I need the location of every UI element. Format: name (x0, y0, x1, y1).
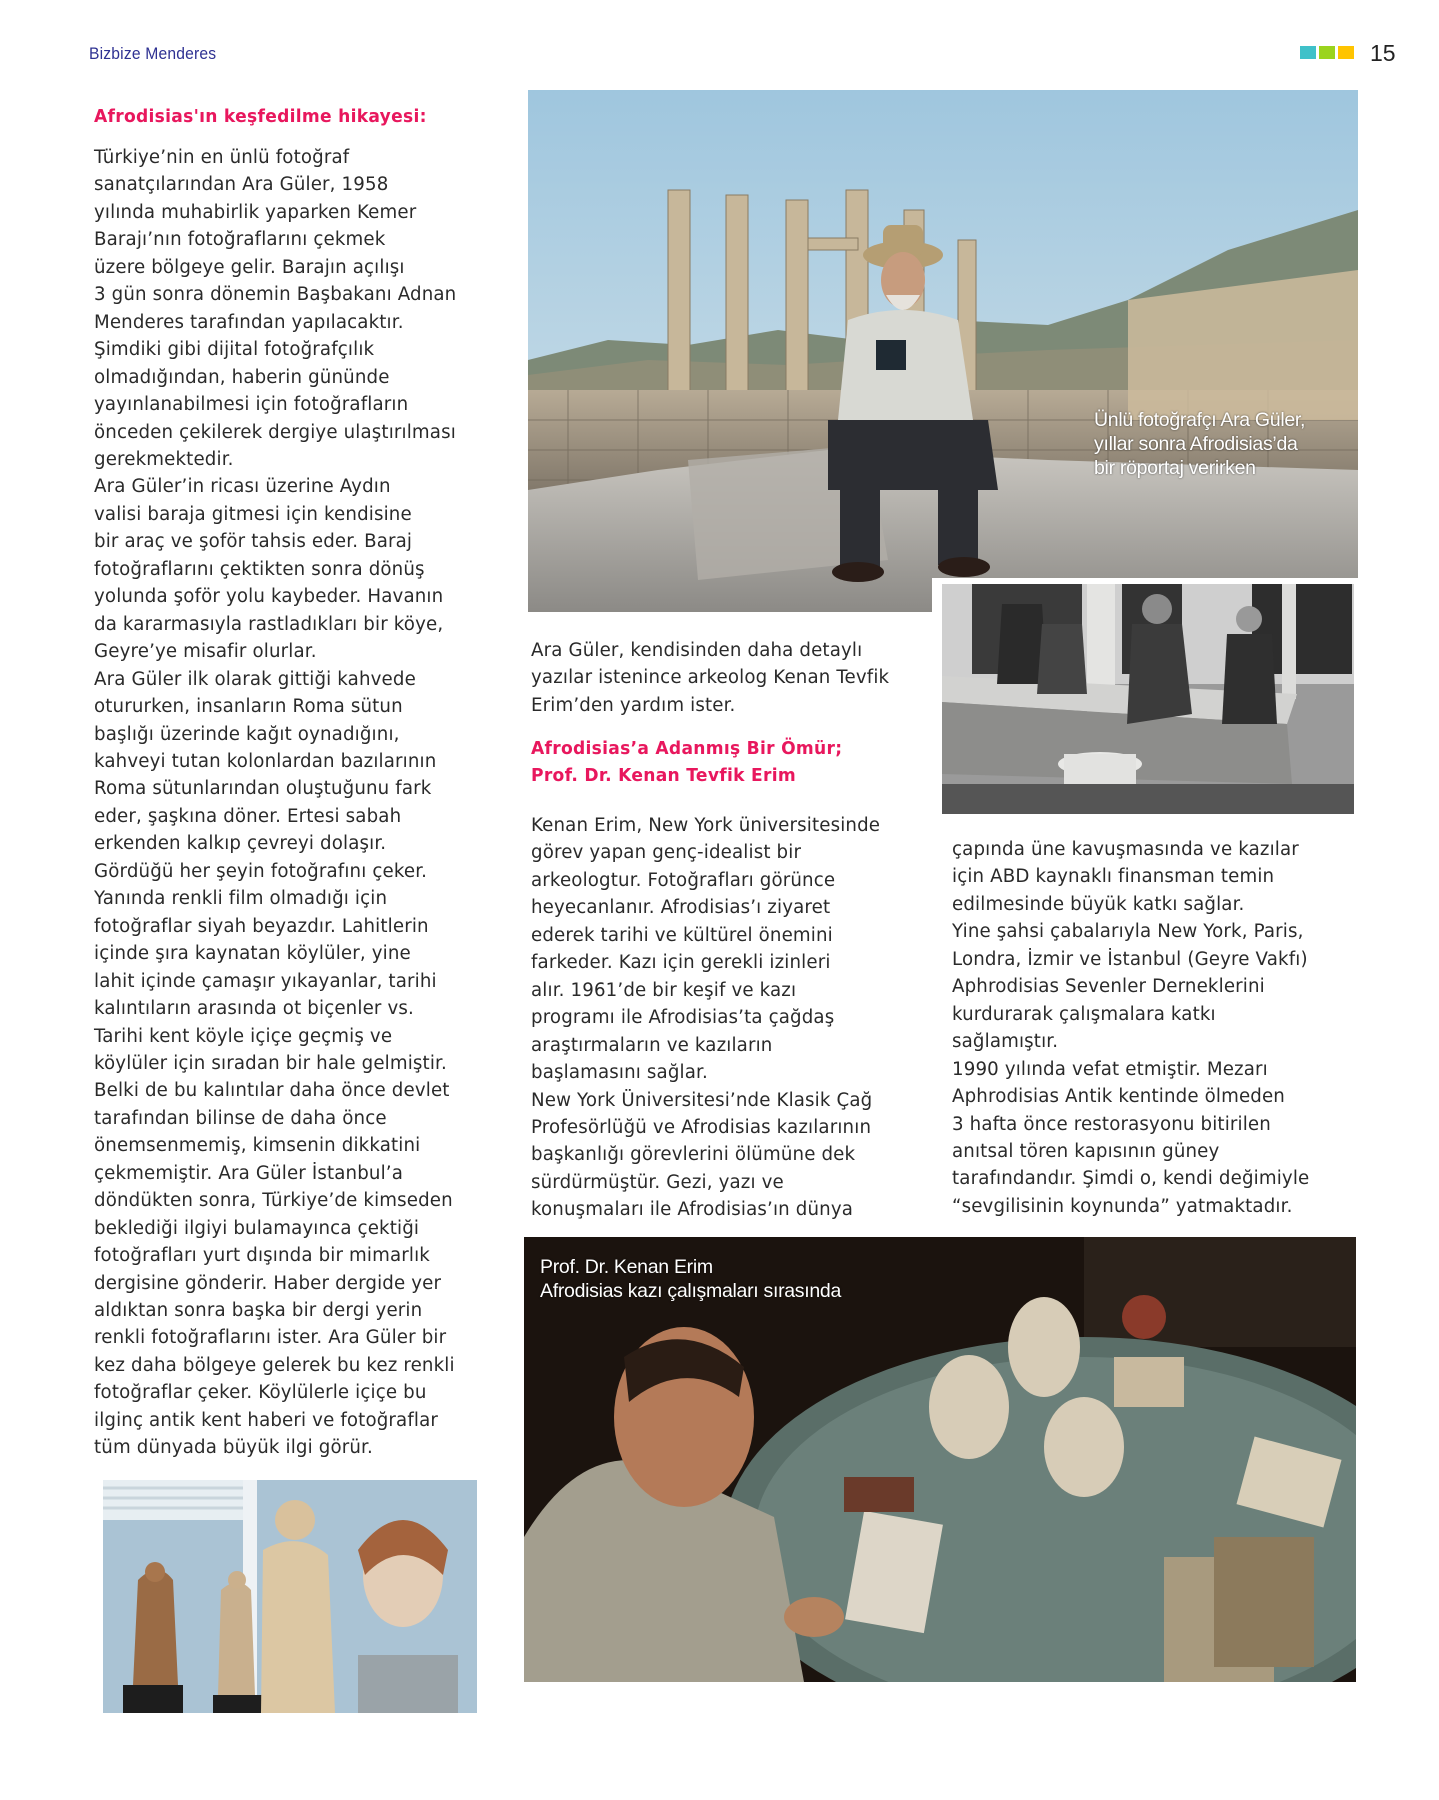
running-title: Bizbize Menderes (89, 44, 217, 63)
caption-line: Ünlü fotoğrafçı Ara Güler, (1094, 409, 1306, 431)
text-line: yayınlanabilmesi için fotoğrafların (94, 394, 409, 416)
middle-article-text (531, 812, 931, 1224)
text-line: “sevgilisinin koynunda” yatmaktadır. (952, 1195, 1293, 1217)
ruins-photo-illustration (528, 90, 1358, 612)
text-line: tüm dünyada büyük ilgi görür. (94, 1437, 373, 1459)
text-line: çapında üne kavuşmasında ve kazılar (952, 839, 1299, 860)
text-line: Kenan Erim, New York üniversitesinde (531, 815, 881, 836)
text-line: arkeologtur. Fotoğrafları görünce (531, 869, 836, 891)
text-line: bir araç ve şoför tahsis eder. Baraj (94, 531, 413, 553)
section-heading-kenan-erim (531, 735, 842, 789)
photo-kenan-erim-excavation (524, 1237, 1356, 1682)
caption-line: Afrodisias kazı çalışmaları sırasında (540, 1280, 842, 1302)
text-line: kalıntıların arasında ot biçenler vs. (94, 998, 414, 1020)
color-square-green (1319, 46, 1335, 59)
caption-line: Prof. Dr. Kenan Erim (540, 1256, 713, 1278)
text-line: Ara Güler ilk olarak gittiği kahvede (94, 668, 416, 690)
text-line: valisi baraja gitmesi için kendisine (94, 503, 412, 525)
text-line: üzere bölgeye gelir. Barajın açılışı (94, 256, 405, 278)
text-line: Roma sütunlarından oluştuğunu fark (94, 778, 432, 800)
left-article-text (94, 144, 514, 1462)
text-line: başlığı üzerinde kağıt oynadığını, (94, 723, 400, 745)
text-line: tarafından bilinse de daha önce (94, 1107, 387, 1129)
text-line: Aphrodisias Antik kentinde ölmeden (952, 1086, 1285, 1108)
text-line: 3 gün sonra dönemin Başbakanı Adnan (94, 284, 457, 306)
text-line: görev yapan genç-idealist bir (531, 842, 802, 864)
text-line: 1990 yılında vefat etmiştir. Mezarı (952, 1058, 1268, 1080)
photo-museum-statues (103, 1480, 477, 1713)
text-line: önemsenmemiş, kimsenin dikkatini (94, 1135, 421, 1157)
text-line: sanatçılarından Ara Güler, 1958 (94, 174, 389, 196)
text-line: döndükten sonra, Türkiye’de kimseden (94, 1190, 453, 1212)
middle-intro-text (531, 637, 931, 719)
text-line: otururken, insanların Roma sütun (94, 696, 403, 718)
caption-line: yıllar sonra Afrodisias’da (1094, 433, 1298, 455)
color-square-teal (1300, 46, 1316, 59)
text-line: sürdürmüştür. Gezi, yazı ve (531, 1171, 784, 1193)
page-number: 15 (1370, 40, 1396, 66)
text-line: başlamasını sağlar. (531, 1062, 708, 1084)
text-line: renkli fotoğraflarını ister. Ara Güler bir (94, 1327, 447, 1349)
text-line: eder, şaşkına döner. Ertesi sabah (94, 805, 402, 827)
photo-caption-kenan-erim (540, 1255, 841, 1303)
text-line: beklediği ilgiyi bulamayınca çektiği (94, 1217, 420, 1239)
text-line: farkeder. Kazı için gerekli izinleri (531, 952, 831, 974)
text-line: önceden çekilerek dergiye ulaştırılması (94, 421, 456, 443)
text-line: olmadığından, haberin gününde (94, 366, 390, 388)
photo-ara-guler-ruins (528, 90, 1358, 612)
right-article-text (952, 836, 1362, 1220)
text-line: fotoğrafları yurt dışında bir mimarlık (94, 1245, 430, 1267)
text-line: başkanlığı görevlerini ölümüne dek (531, 1144, 856, 1166)
text-line: heyecanlanır. Afrodisias’ı ziyaret (531, 897, 831, 919)
text-line: fotoğraflar siyah beyazdır. Lahitlerin (94, 915, 429, 937)
text-line: Yanında renkli film olmadığı için (94, 888, 388, 910)
caption-line: bir röportaj verirken (1094, 457, 1256, 479)
text-line: Tarihi kent köyle içiçe geçmiş ve (94, 1025, 393, 1047)
text-line: New York Üniversitesi’nde Klasik Çağ (531, 1089, 873, 1111)
text-line: içinde şıra kaynatan köylüler, yine (94, 943, 411, 965)
text-line: araştırmaların ve kazıların (531, 1034, 773, 1056)
text-line: fotoğraflar çeker. Köylülerle içiçe bu (94, 1382, 427, 1404)
heading-line: Prof. Dr. Kenan Tevfik Erim (531, 765, 796, 786)
text-line: Profesörlüğü ve Afrodisias kazılarının (531, 1116, 872, 1138)
text-line: Erim’den yardım ister. (531, 694, 736, 716)
text-line: sağlamıştır. (952, 1031, 1059, 1053)
text-line: aldıktan sonra başka bir dergi yerin (94, 1300, 423, 1322)
text-line: kez daha bölgeye gelerek bu kez renkli (94, 1354, 455, 1376)
text-line: Türkiye’nin en ünlü fotoğraf (94, 147, 350, 168)
text-line: programı ile Afrodisias’ta çağdaş (531, 1007, 835, 1029)
text-line: edilmesinde büyük katkı sağlar. (952, 893, 1245, 915)
text-line: Londra, İzmir ve İstanbul (Geyre Vakfı) (952, 948, 1308, 970)
text-line: yılında muhabirlik yaparken Kemer (94, 201, 417, 223)
text-line: Ara Güler, kendisinden daha detaylı (531, 640, 863, 661)
text-line: ilginç antik kent haberi ve fotoğraflar (94, 1409, 439, 1431)
kenan-erim-photo-illustration (524, 1237, 1356, 1682)
text-line: Şimdiki gibi dijital fotoğrafçılık (94, 339, 375, 361)
text-line: tarafındandır. Şimdi o, kendi değimiyle (952, 1168, 1310, 1190)
text-line: alır. 1961’de bir keşif ve kazı (531, 979, 797, 1001)
statues-photo-illustration (103, 1480, 477, 1713)
color-square-yellow (1338, 46, 1354, 59)
heading-line: Afrodisias’a Adanmış Bir Ömür; (531, 738, 843, 759)
text-line: konuşmaları ile Afrodisias’ın dünya (531, 1199, 854, 1221)
text-line: çekmemiştir. Ara Güler İstanbul’a (94, 1162, 404, 1184)
section-heading-discovery: Afrodisias'ın keşfedilme hikayesi: (94, 106, 427, 127)
photo-caption-ara-guler (1094, 408, 1305, 480)
text-line: kahveyi tutan kolonlardan bazılarının (94, 750, 437, 772)
text-line: gerekmektedir. (94, 448, 234, 470)
text-line: Gördüğü her şeyin fotoğrafını çeker. (94, 860, 428, 882)
text-line: Ara Güler’in ricası üzerine Aydın (94, 476, 391, 498)
text-line: erkenden kalkıp çevreyi dolaşır. (94, 833, 387, 855)
coffeehouse-photo-illustration (942, 584, 1354, 814)
text-line: 3 hafta önce restorasyonu bitirilen (952, 1113, 1271, 1135)
text-line: köylüler için sıradan bir hale gelmiştir. (94, 1052, 447, 1074)
text-line: dergisine gönderir. Haber dergide yer (94, 1272, 442, 1294)
text-line: fotoğraflarını çektikten sonra dönüş (94, 558, 425, 580)
text-line: lahit içinde çamaşır yıkayanlar, tarihi (94, 970, 437, 992)
text-line: Belki de bu kalıntılar daha önce devlet (94, 1080, 450, 1102)
text-line: anıtsal tören kapısının güney (952, 1140, 1220, 1162)
text-line: Yine şahsi çabalarıyla New York, Paris, (952, 921, 1304, 943)
text-line: Barajı’nın fotoğraflarını çekmek (94, 229, 386, 251)
text-line: Geyre’ye misafir olurlar. (94, 641, 317, 663)
text-line: ederek tarihi ve kültürel önemini (531, 924, 833, 946)
photo-villagers-coffeehouse (942, 584, 1354, 814)
text-line: kurdurarak çalışmalara katkı (952, 1003, 1216, 1025)
text-line: Aphrodisias Sevenler Derneklerini (952, 976, 1265, 998)
text-line: yazılar istenince arkeolog Kenan Tevfik (531, 667, 890, 689)
text-line: için ABD kaynaklı finansman temin (952, 866, 1275, 888)
text-line: yolunda şoför yolu kaybeder. Havanın (94, 586, 444, 608)
text-line: Menderes tarafından yapılacaktır. (94, 311, 404, 333)
text-line: da kararmasıyla rastladıkları bir köye, (94, 613, 444, 635)
